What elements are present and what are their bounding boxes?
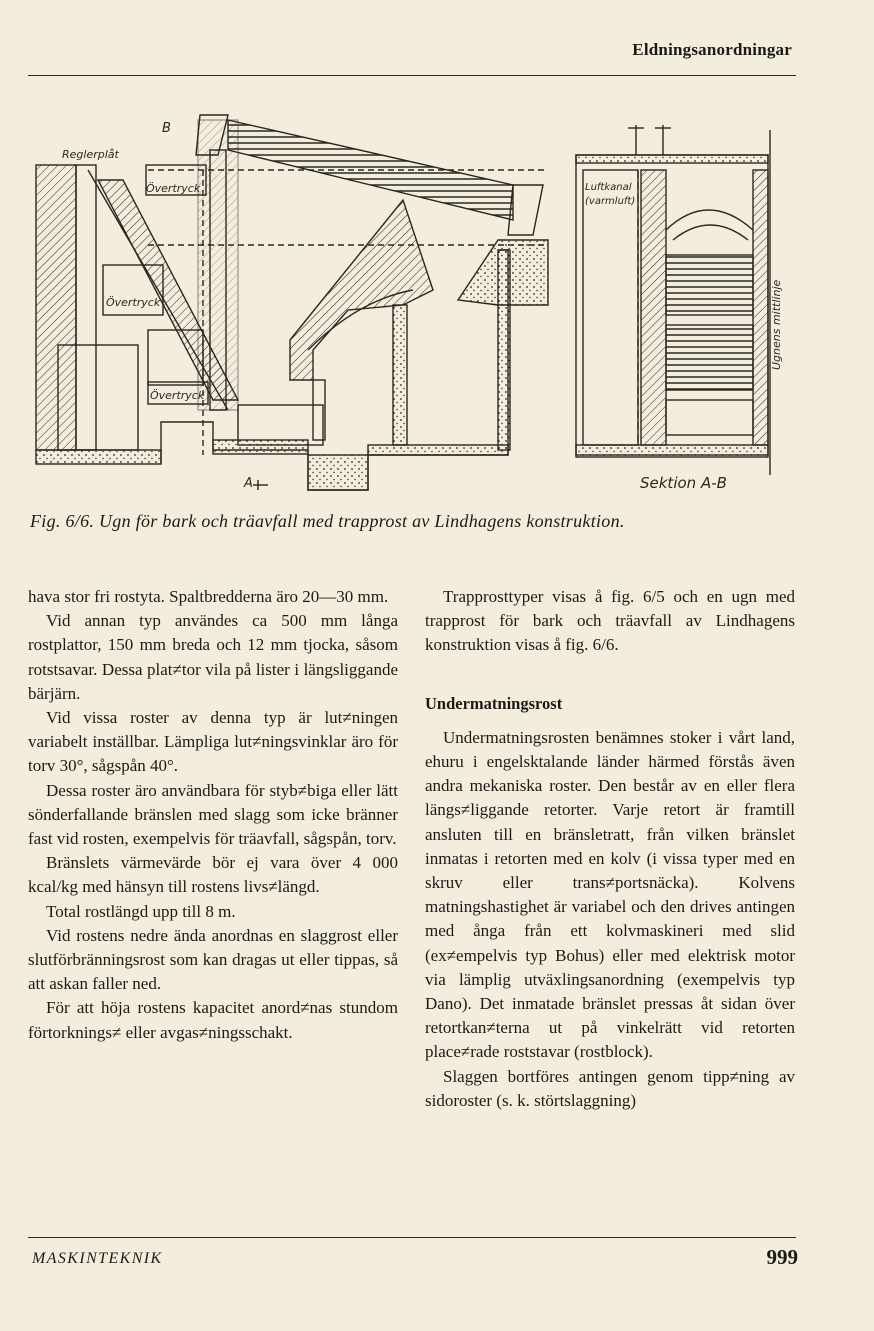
running-title: Eldningsanordningar <box>632 40 792 59</box>
paragraph: Trapprosttyper visas å fig. 6/5 och en ugn med trapprost för bark och träavfall av Lindhagens konstruktion visas å fig. 6/6. <box>425 587 795 655</box>
paragraph: Bränslets värmevärde bör ej vara över 4 000 kcal/kg med hänsyn till rostens livs≠längd. <box>28 853 398 897</box>
label-overtryck-1: Övertryck <box>146 182 201 195</box>
right-column <box>425 585 795 1113</box>
label-sektion: Sektion A-B <box>640 474 727 492</box>
journal-name: MASKINTEKNIK <box>32 1250 163 1267</box>
label-overtryck-2: Övertryck <box>106 296 161 309</box>
label-reglerplat: Reglerplåt <box>62 148 119 161</box>
section-heading: Undermatningsrost <box>425 693 563 713</box>
technical-drawing <box>28 110 783 505</box>
left-column <box>28 585 398 1045</box>
paragraph: För att höja rostens kapacitet anord≠nas stundom förtorknings≠ eller avgas≠ningsschakt. <box>28 998 398 1042</box>
paragraph: Vid annan typ användes ca 500 mm långa rostplattor, 150 mm breda och 12 mm tjocka, såsom rotstsavar. Dessa plat≠tor vila på lister i längsliggande bärjärn. <box>28 611 398 703</box>
paragraph: Dessa roster äro användbara för styb≠biga eller lätt sönderfallande bränslen med slagg som icke bränner fast vid rosten, exempelvis för träavfall, sågspån, torv. <box>28 780 398 849</box>
paragraph: Vid vissa roster av denna typ är lut≠ningen variabelt inställbar. Lämpliga lut≠ningsvinklar äro för torv 30°, sågspån 40°. <box>28 708 398 776</box>
figure-caption: Fig. 6/6. Ugn för bark och träavfall med trapprost av Lindhagens konstruktion. <box>30 511 625 531</box>
label-ugnens-mittlinje: Ugnens mittlinje <box>770 279 783 370</box>
paragraph: Undermatningsrosten benämnes stoker i vårt land, ehuru i engelsktalande länder härmed förstås även andra mekaniska roster. Den består av en eller flera längs≠liggande retorter. Varje retort är framtill ansluten till en bränsletratt, från vilken bränslet inmatas i retorten med en kolv (i vissa typer med en skruv eller trans≠portsnäcka). Kolvens matningshastighet är variabel och den drives antingen med ånga från ett kolvmaskineri med slid (ex≠empelvis typ Bohus) eller med elektrisk motor via lämplig utväxlingsanordning (exempelvis typ Dano). Det inmatade bränslet pressas åt sidan över retortkan≠terna ut på vinkelrätt vid retorten place≠rade roststavar (rostblock). <box>425 727 795 1062</box>
paragraph: Total rostlängd upp till 8 m. <box>46 901 236 921</box>
paragraph: hava stor fri rostyta. Spaltbredderna äro 20—30 mm. <box>28 587 389 606</box>
footer-rule <box>28 1237 796 1238</box>
page-number: 999 <box>766 1245 798 1269</box>
figure-furnace-drawing <box>28 110 783 505</box>
label-overtryck-3: Övertryck <box>150 389 205 402</box>
paragraph: Slaggen bortföres antingen genom tipp≠ning av sidoroster (s. k. störtslaggning) <box>425 1066 795 1110</box>
header-rule <box>28 75 796 76</box>
label-b: B <box>162 121 171 136</box>
paragraph: Vid rostens nedre ända anordnas en slaggrost eller slutförbränningsrost som kan dragas ut eller tippas, så att askan faller ned. <box>28 925 398 994</box>
label-luftkanal: Luftkanal <box>585 182 632 193</box>
label-varmluft: (varmluft) <box>585 196 636 207</box>
foundation-left <box>36 450 161 464</box>
label-a: A <box>244 476 253 491</box>
